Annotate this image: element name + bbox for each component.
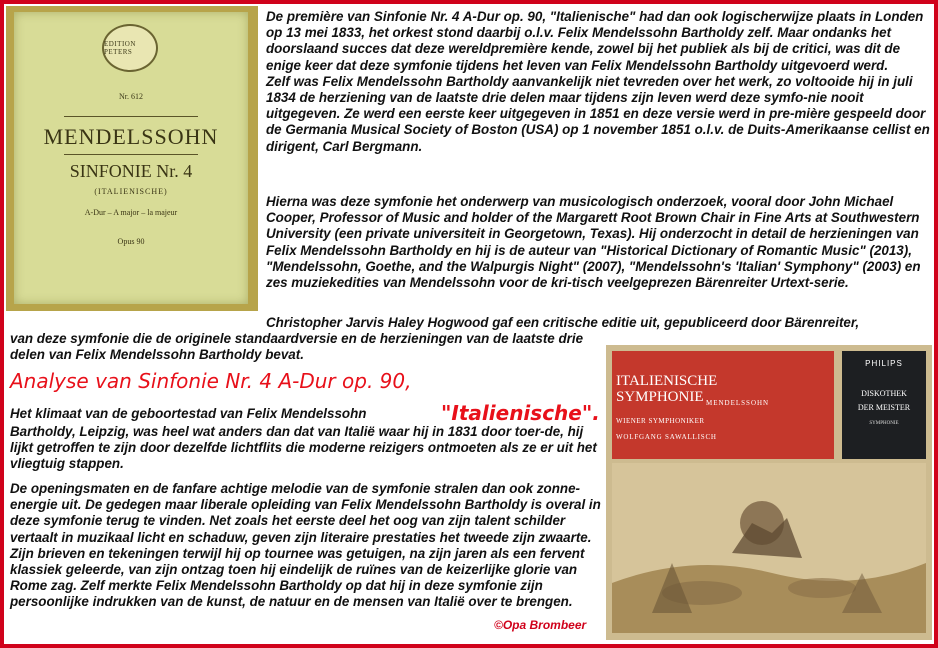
sleeve-title xyxy=(616,373,717,405)
record-sleeve-image xyxy=(606,345,932,640)
sleeve-series-line1: DISKOTHEK xyxy=(861,389,907,398)
sleeve-composer: MENDELSSOHN xyxy=(706,399,770,407)
philips-logo: PHILIPS xyxy=(865,359,903,368)
score-composer: MENDELSSOHN xyxy=(43,124,219,149)
score-cover-page xyxy=(14,12,248,304)
paragraph-opening: De openingsmaten en de fanfare achtige melodie van de symfonie stralen dan ook zonne-energie uit. De gedegen maar liberale opleiding van Felix Mendelssohn Bartholdy is overal in deze symfonie terug te vinden. Net zoals het eerste deel het oog van zijn talent schilder vertaalt in muzikaal licht en schaduw, geven zijn literaire prestaties het tweede zijn zwaarte. Zijn brieven en tekeningen terwijl hij op tournee was getuigen, na zijn jaren als een fervent klassiek geleerde, van zijn ontzag toen hij eindelijk de ruïnes van de keizerlijke glorie van Rome zag. Zelf merkte Felix Mendelssohn Bartholdy op dat hij in deze symfonie zijn persoonlijke indrukken van de kunst, de natuur en de mensen van Italië over te brengen. xyxy=(10,481,601,610)
score-number: Nr. 612 xyxy=(119,92,143,101)
sleeve-title-line1: ITALIENISCHE xyxy=(616,373,718,389)
divider-middle xyxy=(64,154,198,155)
analysis-heading-subtitle: "Italienische". xyxy=(441,401,600,425)
paragraph-hogwood-top: Christopher Jarvis Haley Hogwood gaf een critische editie uit, gepubliceerd door Bärenreiter, xyxy=(266,315,860,330)
publisher-badge xyxy=(102,24,158,72)
copyright-credit: ©Opa Brombeer xyxy=(494,618,587,632)
analysis-heading: Analyse van Sinfonie Nr. 4 A-Dur op. 90, xyxy=(10,369,412,393)
paragraph-research: Hierna was deze symfonie het onderwerp van musicologisch onderzoek, vooral door John Michael Cooper, Professor of Music and holder of the Margarett Root Brown Chair in Fine Arts at Southwestern University (een private universiteit in Georgetown, Texas). Hij onderzocht in detail de herzieningen van Felix Mendelssohn Bartholdy en hij is de auteur van "Historical Dictionary of Romantic Music" (2013), "Mendelssohn, Goethe, and the Walpurgis Night" (2007), "Mendelssohn's 'Italian' Symphony" (2003) en zes muziekedities van Mendelssohn voor de kri-tisch veelgeprezen Bärenreiter Urtext-serie. xyxy=(266,194,921,291)
paragraph-premiere: De première van Sinfonie Nr. 4 A-Dur op. 90, "Italienische" had dan ook logischerwijze plaats in Londen op 13 mei 1833, het orkest stond daarbij o.l.v. Felix Mendelssohn Bartholdy zelf. Maar ondanks het doorslaand succes dat deze wereldpremière kende, zowel bij het publiek als bij de critici, was dit de enige keer dat deze symfonie tijdens het leven van Felix Mendelssohn Bartholdy uitgevoerd werd. Zelf was Felix Mendelssohn Bartholdy aanvankelijk niet tevreden over het werk, zo voltooide hij in juli 1834 de herziening van de laatste drie delen maar tijdens zijn leven werd deze symfo-nie nooit uitgegeven. Ze werd een eerste keer uitgegeven in 1851 en deze versie werd in pre-mière gespeeld door de Germania Musical Society of Boston (USA) op 1 november 1851 o.l.v. de Duits-Amerikaanse cellist en dirigent, Carl Bergmann. xyxy=(266,9,930,154)
sleeve-orchestra: WIENER SYMPHONIKER xyxy=(616,417,705,425)
sleeve-series-line3: SYMPHONIE xyxy=(869,421,899,426)
score-work-title: SINFONIE Nr. 4 xyxy=(69,161,193,181)
paragraph-climate-bottom: Bartholdy, Leipzig, was heel wat anders dan dat van Italië waar hij in 1831 door toer-de, hij lijkt getroffen te zijn door dezelfde lichtflits die moderne reizigers ontmoeten als ze er uit het vliegtuig stappen. xyxy=(10,424,597,472)
score-cover-image xyxy=(6,6,258,311)
sleeve-painting xyxy=(612,463,926,633)
paragraph-climate-top: Het klimaat van de geboortestad van Felix Mendelssohn xyxy=(10,406,367,421)
score-key: A-Dur – A major – la majeur xyxy=(84,208,178,217)
score-opus: Opus 90 xyxy=(117,237,145,246)
score-subtitle: (ITALIENISCHE) xyxy=(94,187,168,196)
paragraph-hogwood-bottom: van deze symfonie die de originele standaardversie en de herzieningen van de laatste drie delen van Felix Mendelssohn Bartholdy bevat. xyxy=(10,331,584,363)
divider-top xyxy=(64,116,198,117)
sleeve-title-line2: SYMPHONIE xyxy=(616,389,704,405)
publisher-label: EDITION PETERS xyxy=(104,40,136,56)
sleeve-series-line2: DER MEISTER xyxy=(857,403,911,412)
sleeve-conductor: WOLFGANG SAWALLISCH xyxy=(616,433,717,441)
